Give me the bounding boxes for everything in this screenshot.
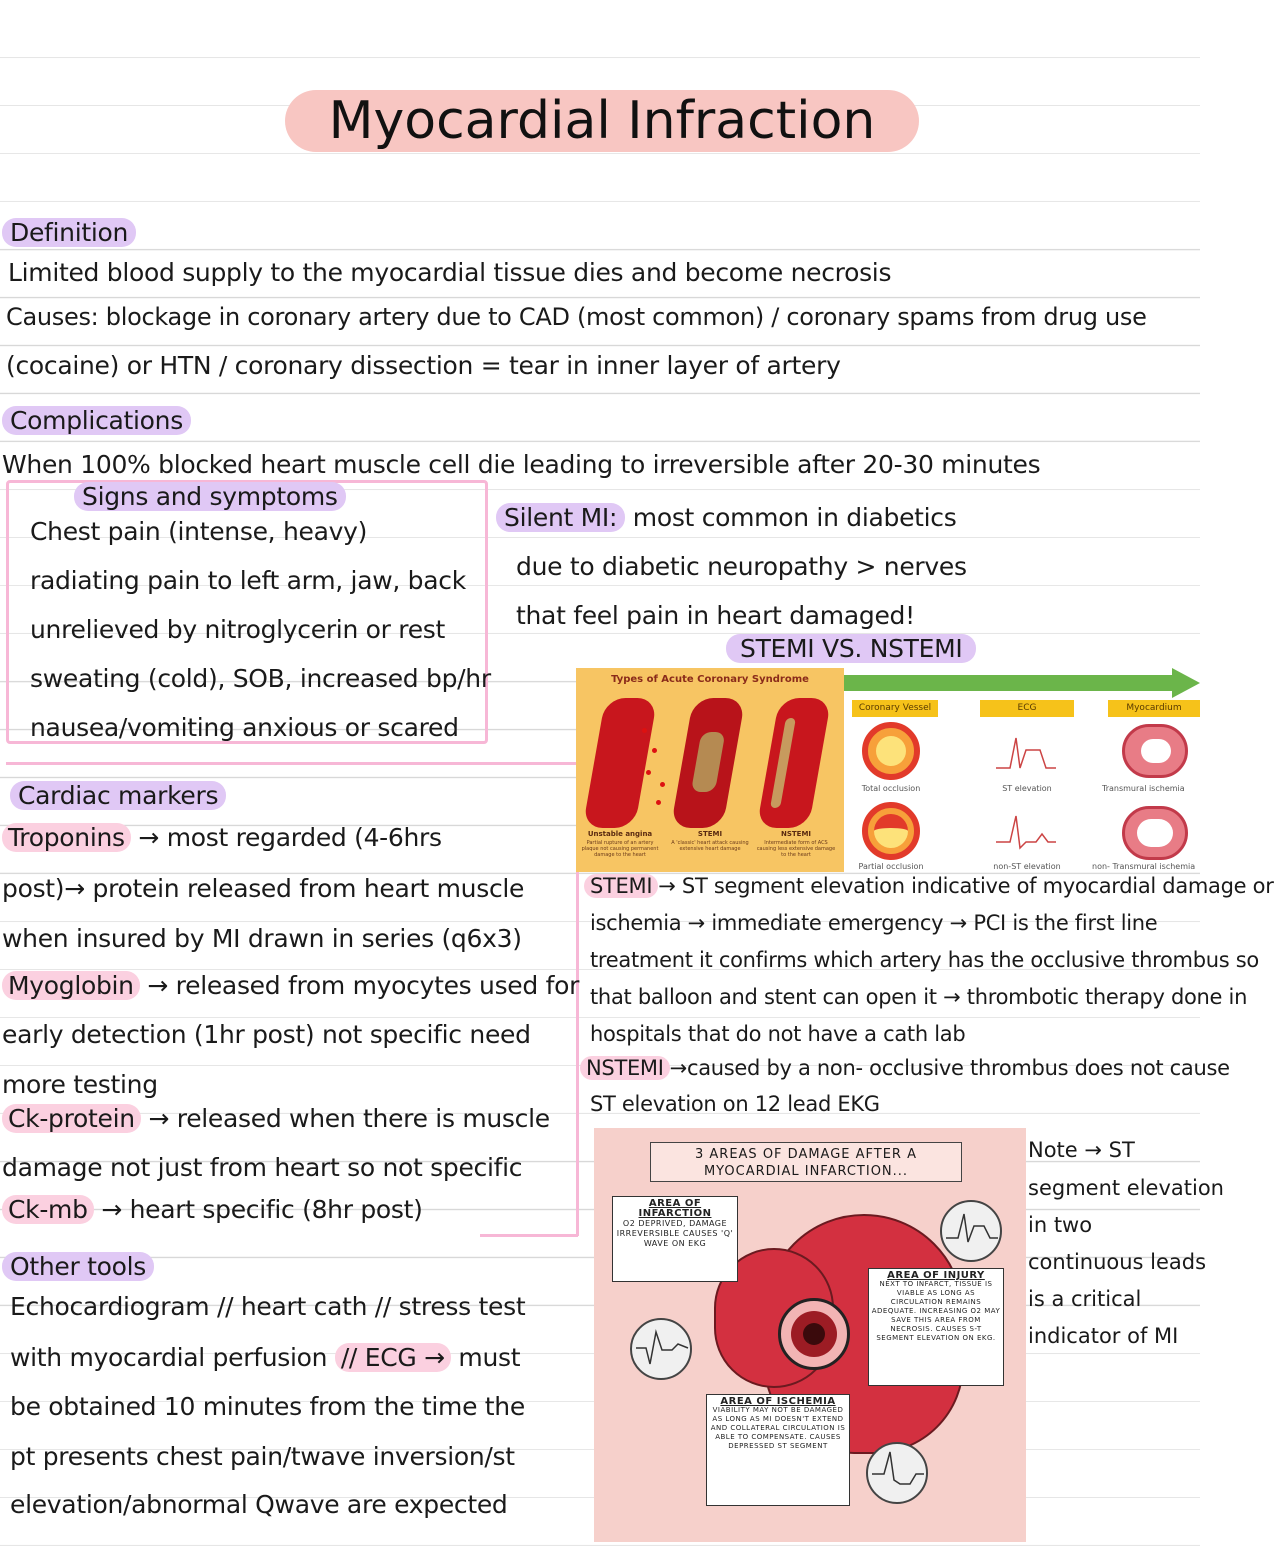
complications-line-1: When 100% blocked heart muscle cell die leading to irreversible after 20-30 minutes bbox=[2, 450, 1041, 479]
note-line-5: is a critical bbox=[1028, 1287, 1142, 1311]
ck-protein-line-2: damage not just from heart so not specific bbox=[2, 1153, 523, 1182]
acs-vessels-panel bbox=[576, 668, 844, 872]
injury-box: AREA OF INJURY NEXT TO INFARCT, TISSUE IS VIABLE AS LONG AS CIRCULATION REMAINS ADEQUATE. INCREASING O2 MAY SAVE THIS AREA FROM NECROSIS. CAUSES S-T SEGMENT ELEVATION ON EKG. bbox=[868, 1268, 1004, 1386]
note-line-1: Note → ST bbox=[1028, 1138, 1135, 1162]
row1-ecg-label: ST elevation bbox=[1002, 784, 1052, 793]
damage-figure-title: 3 AREAS OF DAMAGE AFTER A MYOCARDIAL INFARCTION... bbox=[650, 1142, 962, 1182]
ecg-q-wave-icon bbox=[630, 1318, 692, 1380]
vessel-label: Unstable angina bbox=[587, 830, 653, 838]
definition-line-3: (cocaine) or HTN / coronary dissection = tear in inner layer of artery bbox=[6, 351, 841, 380]
stemi-line-3: treatment it confirms which artery has the occlusive thrombus so bbox=[590, 948, 1259, 972]
other-tools-heading: Other tools bbox=[2, 1252, 154, 1282]
column-coronary-vessel: Coronary Vessel bbox=[852, 700, 938, 717]
signs-heading: Signs and symptoms bbox=[74, 482, 346, 512]
myocardium-transmural-icon bbox=[1122, 724, 1188, 778]
page-title: Myocardial Infraction bbox=[285, 90, 919, 152]
other-tools-line-2: with myocardial perfusion // ECG → must bbox=[10, 1343, 521, 1372]
ecg-st-elevation-icon bbox=[940, 1200, 1002, 1262]
vessel-label: NSTEMI bbox=[780, 830, 812, 838]
vessel-stemi bbox=[671, 698, 746, 828]
other-tools-line-3: be obtained 10 minutes from the time the bbox=[10, 1392, 525, 1421]
note-line-4: continuous leads bbox=[1028, 1250, 1207, 1274]
vessel-partial-occlusion-icon bbox=[862, 802, 920, 860]
vessel-label: STEMI bbox=[697, 830, 723, 838]
ecg-st-depression-icon bbox=[866, 1442, 928, 1504]
vessel-desc: A 'classic' heart attack causing extensive heart damage bbox=[671, 840, 749, 852]
signs-item-5: nausea/vomiting anxious or scared bbox=[30, 713, 459, 742]
other-tools-line-5: elevation/abnormal Qwave are expected bbox=[10, 1490, 508, 1519]
vessel-desc: Partial rupture of an artery plaque not causing permanent damage to the heart bbox=[581, 840, 659, 858]
ecg-st-elevation-icon bbox=[996, 728, 1056, 778]
acs-figure bbox=[576, 668, 1200, 872]
note-line-2: segment elevation bbox=[1028, 1176, 1224, 1200]
troponins-line-2: post)→ protein released from heart muscle bbox=[2, 874, 525, 903]
row2-myocardium-label: non- Transmural ischemia bbox=[1092, 862, 1196, 871]
definition-line-1: Limited blood supply to the myocardial tissue dies and become necrosis bbox=[8, 258, 892, 287]
stemi-line-4: that balloon and stent can open it → thrombotic therapy done in bbox=[590, 985, 1248, 1009]
silent-mi-line-2: due to diabetic neuropathy > nerves bbox=[516, 552, 967, 581]
signs-item-2: radiating pain to left arm, jaw, back bbox=[30, 566, 466, 595]
definition-line-2: Causes: blockage in coronary artery due to CAD (most common) / coronary spams from drug use bbox=[6, 303, 1147, 331]
vessel-total-occlusion-icon bbox=[862, 722, 920, 780]
column-ecg: ECG bbox=[980, 700, 1074, 717]
note-line-6: indicator of MI bbox=[1028, 1324, 1179, 1348]
column-myocardium: Myocardium bbox=[1108, 700, 1200, 717]
ck-protein-line-1: Ck-protein → released when there is muscle bbox=[2, 1104, 550, 1134]
row2-vessel-label: Partial occlusion bbox=[858, 862, 924, 871]
ischemia-box: AREA OF ISCHEMIA VIABILITY MAY NOT BE DAMAGED AS LONG AS MI DOESN'T EXTEND AND COLLATERAL CIRCULATION IS ABLE TO COMPENSATE. CAUSES DEPRESSED ST SEGMENT bbox=[706, 1394, 850, 1506]
stemi-line-1: STEMI → ST segment elevation indicative of myocardial damage or bbox=[584, 873, 1274, 899]
myocardium-non-transmural-icon bbox=[1122, 806, 1188, 860]
signs-item-4: sweating (cold), SOB, increased bp/hr bbox=[30, 664, 491, 693]
nstemi-line-1: NSTEMI →caused by a non- occlusive thrombus does not cause bbox=[580, 1055, 1230, 1081]
connector-line bbox=[6, 762, 578, 765]
row1-myocardium-label: Transmural ischemia bbox=[1102, 784, 1185, 793]
other-tools-line-1: Echocardiogram // heart cath // stress test bbox=[10, 1292, 526, 1321]
row1-vessel-label: Total occlusion bbox=[861, 784, 921, 793]
myoglobin-line-2: early detection (1hr post) not specific need bbox=[2, 1020, 531, 1049]
troponins-line-3: when insured by MI drawn in series (q6x3) bbox=[2, 924, 522, 953]
other-tools-line-4: pt presents chest pain/twave inversion/st bbox=[10, 1442, 515, 1471]
stemi-line-2: ischemia → immediate emergency → PCI is the first line bbox=[590, 911, 1158, 935]
nstemi-line-2: ST elevation on 12 lead EKG bbox=[590, 1092, 880, 1116]
vessel-desc: Intermediate form of ACS causing less extensive damage to the heart bbox=[756, 840, 836, 858]
arrow-icon bbox=[844, 675, 1174, 691]
ck-mb-line: Ck-mb → heart specific (8hr post) bbox=[2, 1195, 423, 1225]
arrow-head-icon bbox=[1172, 668, 1200, 698]
troponins-line-1: Troponins → most regarded (4-6hrs bbox=[2, 823, 442, 853]
connector-line bbox=[480, 1234, 578, 1237]
silent-mi-line-3: that feel pain in heart damaged! bbox=[516, 601, 915, 630]
signs-item-1: Chest pain (intense, heavy) bbox=[30, 517, 368, 546]
silent-mi-line-1: Silent MI: most common in diabetics bbox=[496, 503, 956, 533]
acs-figure-title: Types of Acute Coronary Syndrome bbox=[611, 674, 809, 685]
damage-zone-icon bbox=[778, 1298, 850, 1370]
ecg-non-st-elevation-icon bbox=[996, 812, 1056, 856]
stemi-line-5: hospitals that do not have a cath lab bbox=[590, 1022, 966, 1046]
damage-figure bbox=[594, 1128, 1026, 1542]
definition-heading: Definition bbox=[2, 218, 136, 248]
myoglobin-line-1: Myoglobin → released from myocytes used for bbox=[2, 971, 579, 1001]
note-line-3: in two bbox=[1028, 1213, 1093, 1237]
complications-heading: Complications bbox=[2, 406, 191, 436]
stemi-vs-nstemi-heading: STEMI VS. NSTEMI bbox=[726, 634, 976, 664]
myoglobin-line-3: more testing bbox=[2, 1070, 158, 1099]
row2-ecg-label: non-ST elevation bbox=[993, 862, 1061, 871]
signs-item-3: unrelieved by nitroglycerin or rest bbox=[30, 615, 446, 644]
vessel-nstemi bbox=[757, 698, 832, 828]
infarction-box: AREA OF INFARCTION O2 DEPRIVED, DAMAGE IRREVERSIBLE CAUSES 'Q' WAVE ON EKG bbox=[612, 1196, 738, 1282]
cardiac-markers-heading: Cardiac markers bbox=[10, 781, 226, 811]
blood-clots bbox=[638, 718, 674, 808]
